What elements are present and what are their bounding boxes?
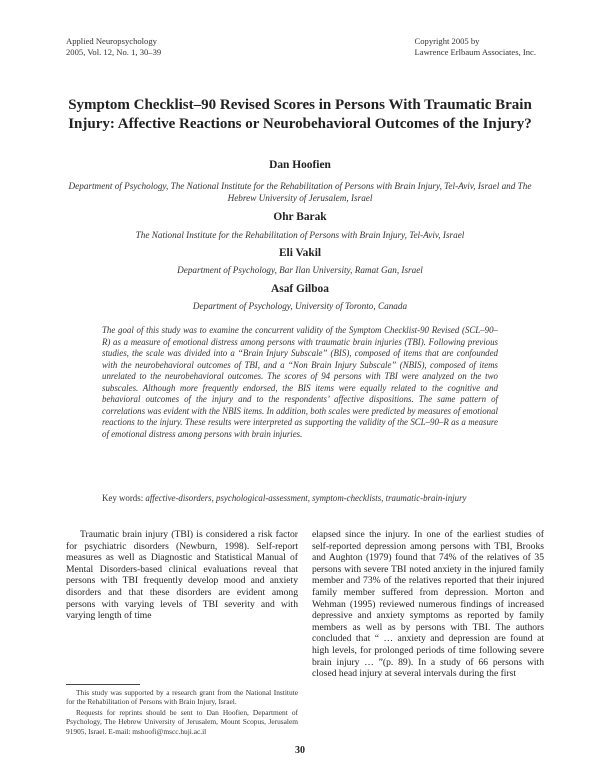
copyright-header xyxy=(415,36,536,58)
footnote-divider xyxy=(66,684,140,685)
journal-header xyxy=(66,36,161,58)
author-affiliation: Department of Psychology, Bar Ilan University, Ramat Gan, Israel xyxy=(177,265,423,275)
keywords xyxy=(102,493,498,505)
journal-name: Applied Neuropsychology xyxy=(66,36,157,46)
publisher-line: Lawrence Erlbaum Associates, Inc. xyxy=(414,47,536,57)
paper-title: Symptom Checklist–90 Revised Scores in Persons With Traumatic Brain Injury: Affective Reactions or Neurobehavioral Outcomes of the Injury? xyxy=(68,97,532,132)
keywords-label: Key words: xyxy=(102,493,144,503)
author-name: Eli Vakil xyxy=(278,247,322,259)
page-number: 30 xyxy=(295,745,305,756)
author-name: Ohr Barak xyxy=(273,211,327,223)
body-column-right: elapsed since the injury. In one of the earliest studies of self-reported depression among persons with TBI, Brooks and Aughton (1979) found that 74% of the relatives of 35 persons with severe TBI noted anxiety in the injured family member and 73% of the relatives reported that their injured family member suffered from depression. Morton and Wehman (1995) reviewed numerous findings of increased depressive and anxiety symptoms as reported by family members as well as by persons with TBI. The authors concluded that “ … anxiety and depression are found at high levels, for prolonged periods of time following severe brain injury … ”(p. 89). In a study of 66 persons with closed head injury at several intervals during the first xyxy=(312,529,544,680)
author-affiliation: Department of Psychology, University of Toronto, Canada xyxy=(192,301,408,311)
author-name: Asaf Gilboa xyxy=(271,283,329,295)
author-name: Dan Hoofien xyxy=(269,159,331,171)
author-affiliation: The National Institute for the Rehabilitation of Persons with Brain Injury, Tel-Aviv, Israel xyxy=(135,230,465,240)
body-column-left: Traumatic brain injury (TBI) is considered a risk factor for psychiatric disorders (Newburn, 1998). Self-report measures as well as Diagnostic and Statistical Manual of Mental Disorders-based clinical evaluations reveal that persons with TBI frequently develop mood and anxiety disorders and that these disorders are evident among persons with varying levels of TBI severity and with varying length of time xyxy=(66,529,298,622)
author-affiliation: Department of Psychology, The National Institute for the Rehabilitation of Persons with Brain Injury, Tel-Aviv, Israel and The Hebrew University of Jerusalem, Israel xyxy=(68,181,532,203)
copyright-line: Copyright 2005 by xyxy=(414,36,480,46)
keywords-text: affective-disorders, psychological-assessment, symptom-checklists, traumatic-brain-injury xyxy=(145,493,467,503)
footnote-correspondence: Requests for reprints should be sent to Dan Hoofien, Department of Psychology, The Hebrew University of Jerusalem, Mount Scopus, Jerusalem 91905, Israel. E-mail: mshoofi@mscc.huji.ac.il xyxy=(66,708,298,736)
journal-volume: 2005, Vol. 12, No. 1, 30–39 xyxy=(66,47,162,57)
footnote-funding: This study was supported by a research grant from the National Institute for the Rehabilitation of Persons with Brain Injury, Israel. xyxy=(66,688,298,707)
abstract: The goal of this study was to examine the concurrent validity of the Symptom Checklist-90 Revised (SCL–90–R) as a measure of emotional distress among persons with traumatic brain injuries (TBI). Following previous studies, the scale was divided into a “Brain Injury Subscale” (BIS), composed of items that are confounded with the neurobehavioral outcomes of TBI, and a “Non Brain Injury Subscale” (NBIS), composed of items unrelated to the neurobehavioral outcomes. The scores of 94 persons with TBI were analyzed on the two subscales. Although more frequently endorsed, the BIS items were equally related to the cognitive and behavioral outcomes of the injury and to the respondents’ affective dispositions. The same pattern of correlations was evident with the NBIS items. In addition, both scales were predicted by measures of emotional reactions to the injury. These results were interpreted as supporting the validity of the SCL–90–R as a measure of emotional distress among persons with brain injuries. xyxy=(102,325,498,439)
